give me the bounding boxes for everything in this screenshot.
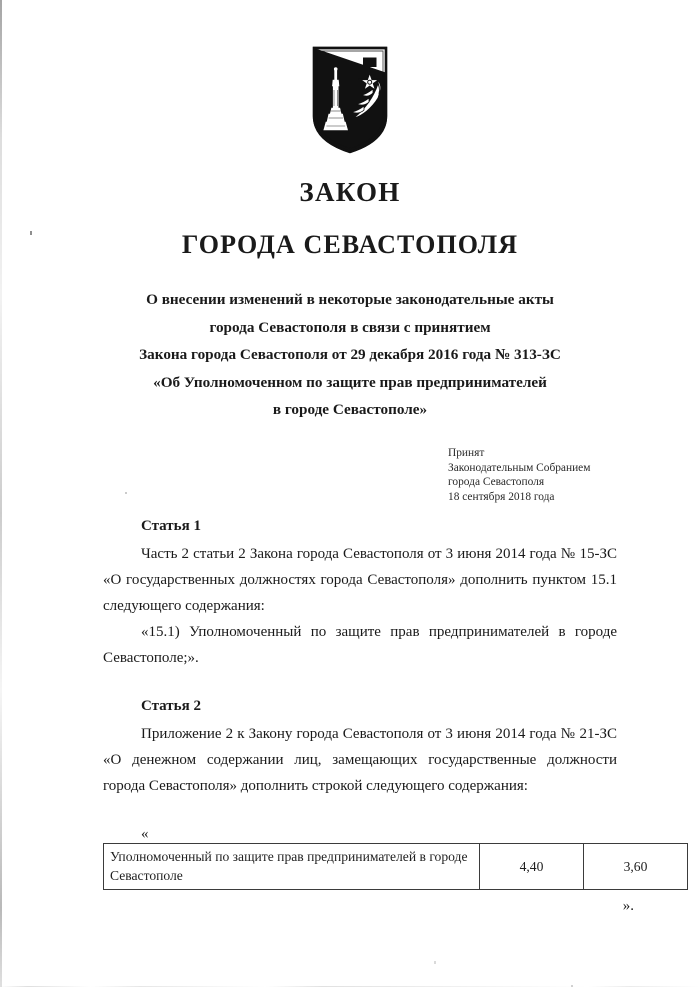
- scan-speck: [125, 492, 127, 494]
- page-title: [0, 178, 700, 259]
- article-1-paragraph-1: Часть 2 статьи 2 Закона города Севастополя от 3 июня 2014 года № 15-ЗС «О государственных должностях города Севастополя» дополнить пунктом 15.1 следующего содержания:: [103, 546, 617, 614]
- amendment-table-zone: [103, 826, 648, 915]
- article-1: [103, 513, 617, 671]
- table-cell-value-2: 3,60: [584, 844, 688, 890]
- adopted-body: Законодательным Собранием: [448, 461, 591, 474]
- subtitle-line-4: «Об Уполномоченном по защите прав предпринимателей: [153, 373, 547, 391]
- quote-open-mark: «: [141, 826, 149, 842]
- scan-speck: [434, 961, 436, 964]
- article-1-paragraph-2: «15.1) Уполномоченный по защите прав предпринимателей в городе Севастополе;».: [103, 624, 617, 666]
- subtitle-line-2: города Севастополя в связи с принятием: [209, 318, 491, 336]
- document-body: [103, 513, 617, 799]
- quote-close-mark: ».: [622, 898, 634, 914]
- article-2-heading: Статья 2: [141, 698, 201, 714]
- article-2-paragraph-1: Приложение 2 к Закону города Севастополя от 3 июня 2014 года № 21-ЗС «О денежном содержании лиц, замещающих государственные должности города Севастополя» дополнить строкой следующего содержания:: [103, 726, 617, 794]
- adopted-by-block: [448, 446, 590, 504]
- emblem-container: [0, 44, 700, 156]
- title-law-word: ЗАКОН: [299, 177, 401, 207]
- article-spacer: [103, 671, 617, 693]
- table-cell-position-name: Уполномоченный по защите прав предпринимателей в городе Севастополе: [104, 844, 480, 890]
- table-cell-value-1: 4,40: [480, 844, 584, 890]
- table-row: [104, 844, 688, 890]
- article-2: [103, 693, 617, 799]
- coat-of-arms-icon: [310, 44, 390, 156]
- subtitle-line-5: в городе Севастополе»: [272, 401, 428, 418]
- title-city-name: ГОРОДА СЕВАСТОПОЛЯ: [181, 229, 519, 259]
- adopted-date: 18 сентября 2018 года: [448, 490, 555, 503]
- document-subtitle: [92, 286, 608, 424]
- subtitle-line-1: О внесении изменений в некоторые законодательные акты: [146, 291, 554, 308]
- article-1-heading: Статья 1: [141, 518, 201, 534]
- adopted-label: Принят: [448, 447, 485, 459]
- adopted-city: города Севастополя: [448, 476, 545, 489]
- amendment-table: [103, 843, 688, 890]
- subtitle-line-3: Закона города Севастополя от 29 декабря 2016 года № 313-ЗС: [139, 346, 561, 363]
